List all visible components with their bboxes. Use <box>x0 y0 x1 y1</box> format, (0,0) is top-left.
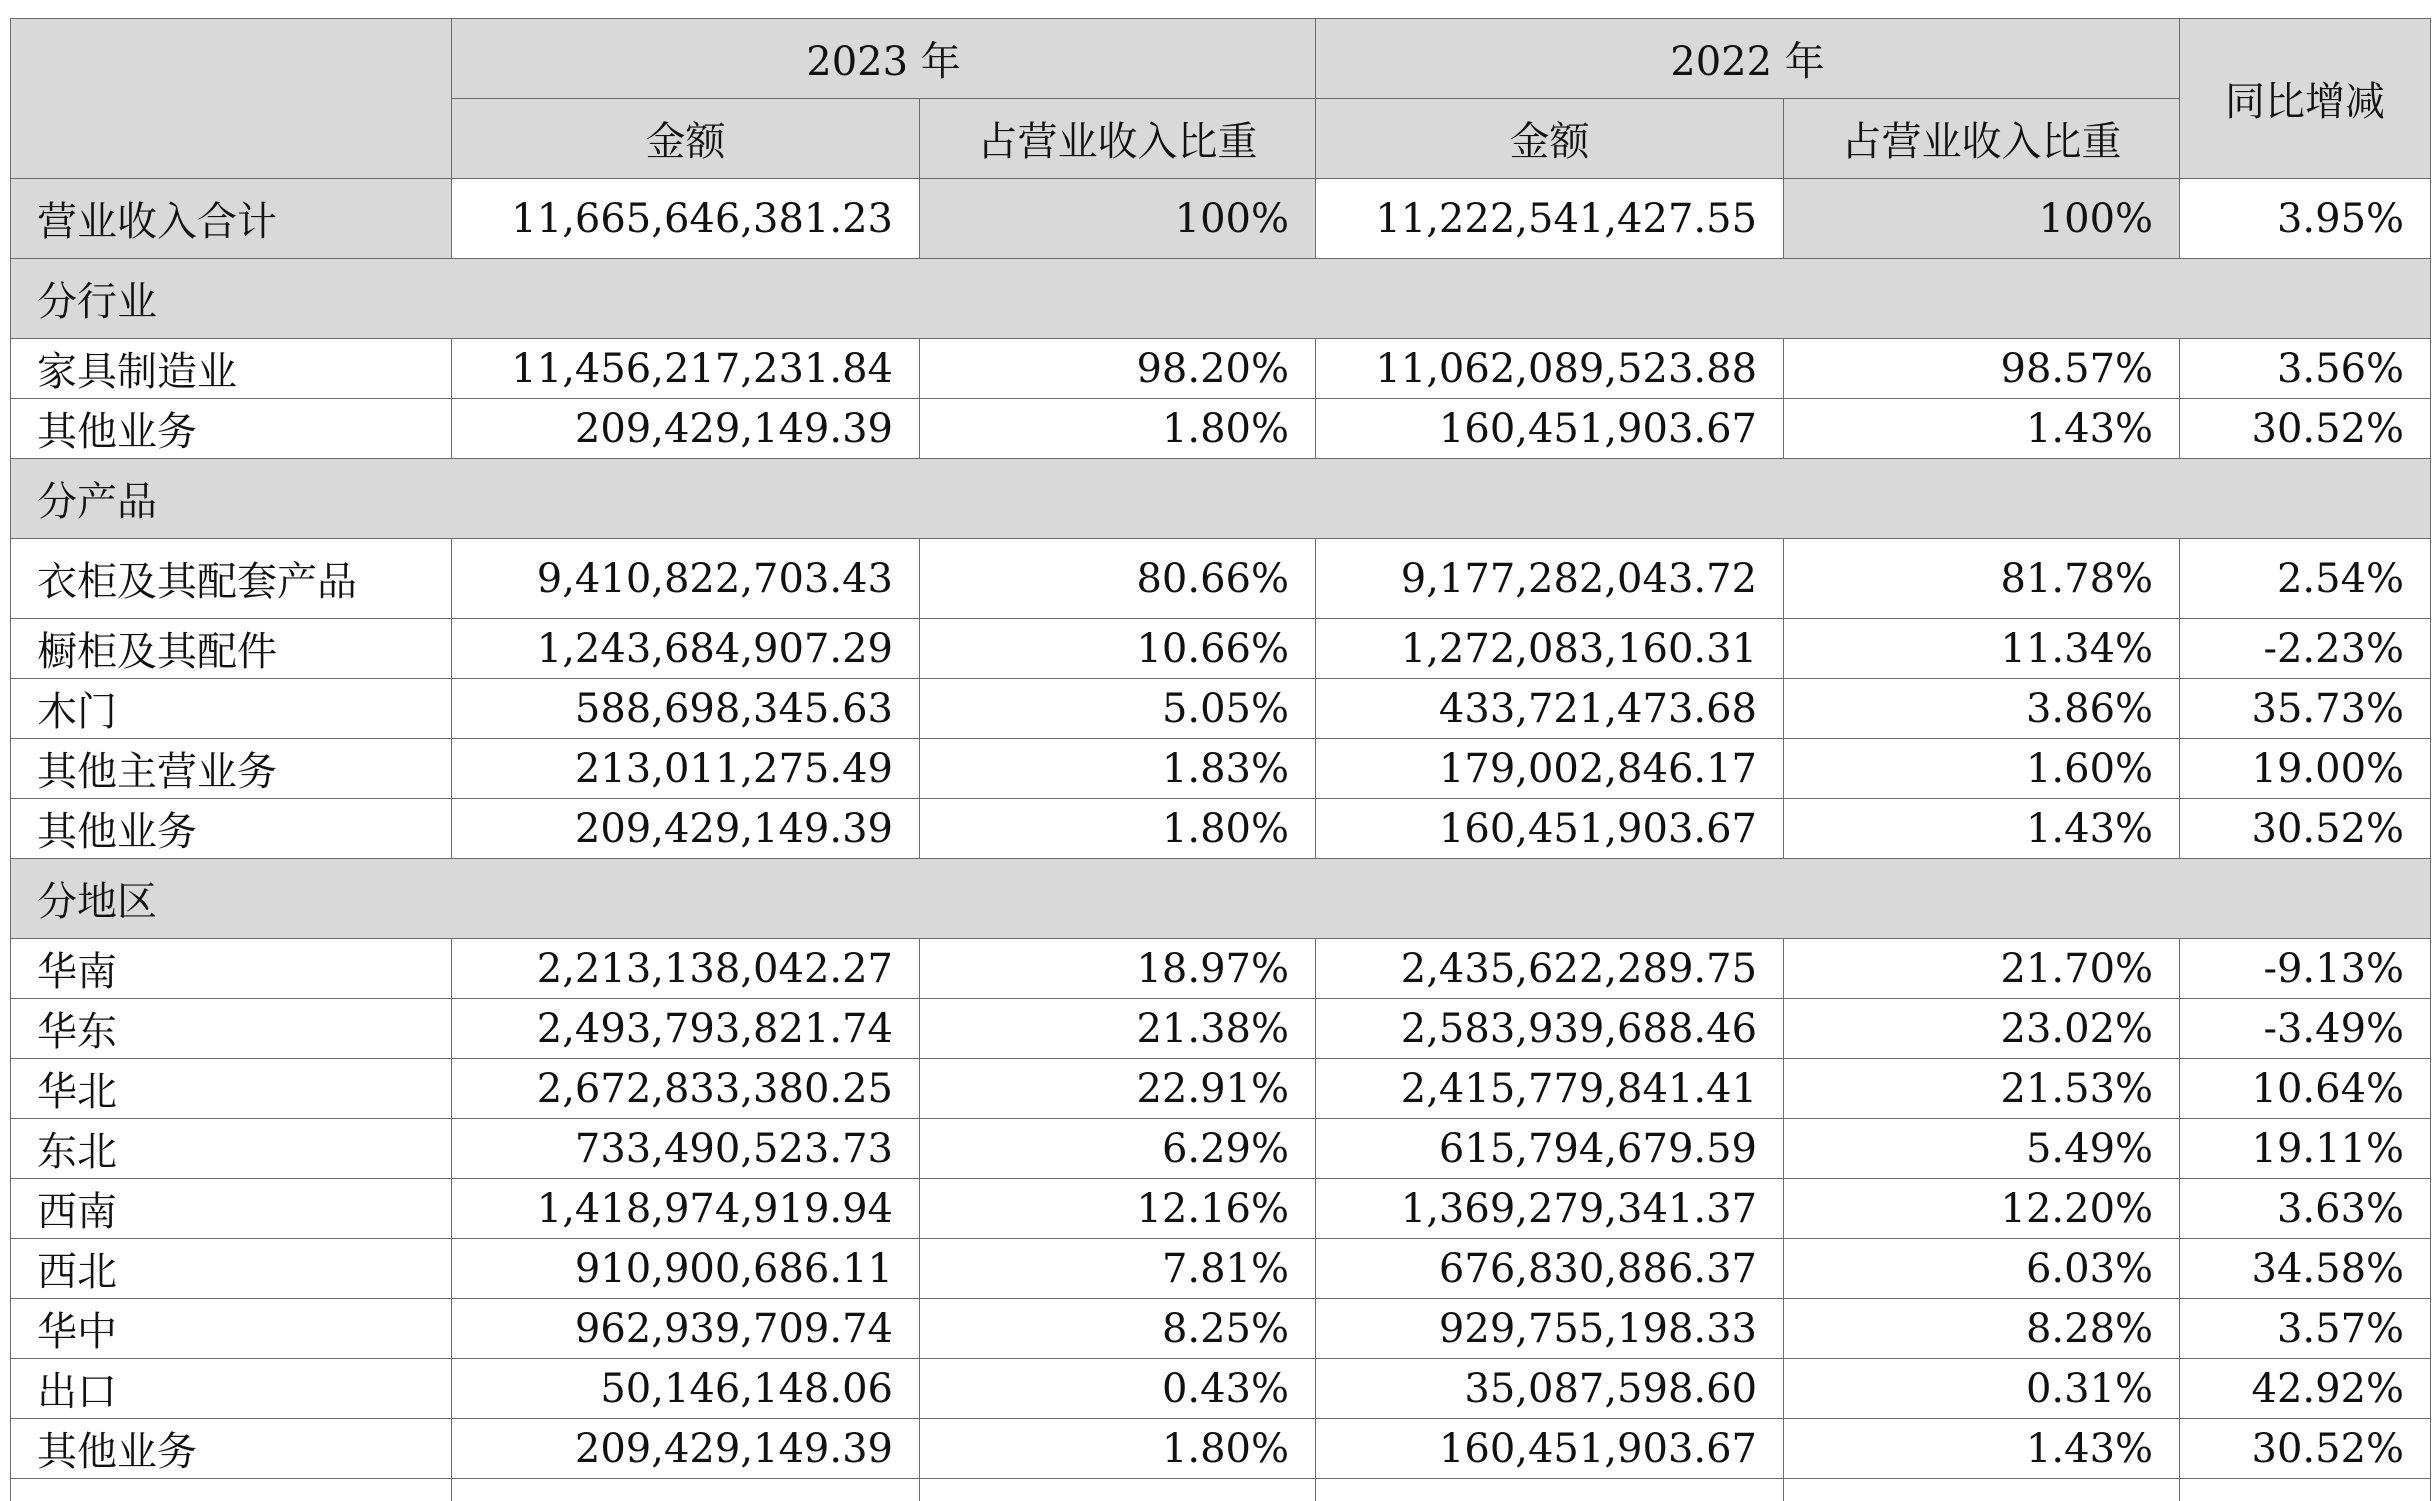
total-ratio-2022: 100% <box>1784 179 2180 259</box>
cell-ratio-2022: 5.49% <box>1784 1119 2180 1179</box>
cell-yoy: -3.49% <box>2180 999 2431 1059</box>
cell-ratio-2022: 1.43% <box>1784 399 2180 459</box>
cell-ratio-2023: 22.91% <box>920 1059 1316 1119</box>
tail-cell <box>1316 1479 1784 1501</box>
row-label: 华北 <box>11 1059 452 1119</box>
row-label: 华中 <box>11 1299 452 1359</box>
cell-ratio-2023: 7.81% <box>920 1239 1316 1299</box>
cell-yoy: 35.73% <box>2180 679 2431 739</box>
cell-ratio-2023: 12.16% <box>920 1179 1316 1239</box>
table-row <box>11 619 2431 679</box>
cell-amount-2022: 433,721,473.68 <box>1316 679 1784 739</box>
cell-amount-2022: 1,369,279,341.37 <box>1316 1179 1784 1239</box>
table-row <box>11 999 2431 1059</box>
cell-yoy: 30.52% <box>2180 399 2431 459</box>
cell-ratio-2022: 0.31% <box>1784 1359 2180 1419</box>
cell-ratio-2023: 8.25% <box>920 1299 1316 1359</box>
row-label: 其他业务 <box>11 1419 452 1479</box>
table-row <box>11 939 2431 999</box>
cell-amount-2023: 209,429,149.39 <box>452 1419 920 1479</box>
cell-ratio-2023: 21.38% <box>920 999 1316 1059</box>
total-row <box>11 179 2431 259</box>
cell-amount-2022: 676,830,886.37 <box>1316 1239 1784 1299</box>
cell-yoy: 30.52% <box>2180 1419 2431 1479</box>
cell-amount-2023: 733,490,523.73 <box>452 1119 920 1179</box>
table-row <box>11 339 2431 399</box>
row-label: 出口 <box>11 1359 452 1419</box>
row-label: 东北 <box>11 1119 452 1179</box>
tail-cell <box>452 1479 920 1501</box>
total-amount-2023: 11,665,646,381.23 <box>452 179 920 259</box>
table-row <box>11 1179 2431 1239</box>
cell-amount-2023: 209,429,149.39 <box>452 399 920 459</box>
table-row <box>11 1299 2431 1359</box>
cell-yoy: 19.11% <box>2180 1119 2431 1179</box>
cell-amount-2022: 9,177,282,043.72 <box>1316 539 1784 619</box>
cell-ratio-2022: 6.03% <box>1784 1239 2180 1299</box>
cell-amount-2022: 2,435,622,289.75 <box>1316 939 1784 999</box>
section-row <box>11 459 2431 539</box>
cell-ratio-2023: 1.80% <box>920 1419 1316 1479</box>
header-corner-cell <box>11 19 452 179</box>
cell-amount-2023: 11,456,217,231.84 <box>452 339 920 399</box>
row-label: 家具制造业 <box>11 339 452 399</box>
cell-amount-2022: 615,794,679.59 <box>1316 1119 1784 1179</box>
cell-amount-2022: 179,002,846.17 <box>1316 739 1784 799</box>
table-row <box>11 1239 2431 1299</box>
row-label: 橱柜及其配件 <box>11 619 452 679</box>
cell-amount-2023: 50,146,148.06 <box>452 1359 920 1419</box>
cell-amount-2022: 2,583,939,688.46 <box>1316 999 1784 1059</box>
tail-cell <box>2180 1479 2431 1501</box>
cell-yoy: 3.57% <box>2180 1299 2431 1359</box>
cell-amount-2022: 160,451,903.67 <box>1316 799 1784 859</box>
cell-ratio-2023: 80.66% <box>920 539 1316 619</box>
cell-ratio-2023: 5.05% <box>920 679 1316 739</box>
row-label: 西南 <box>11 1179 452 1239</box>
cell-ratio-2023: 98.20% <box>920 339 1316 399</box>
table-row <box>11 1059 2431 1119</box>
cell-yoy: 3.63% <box>2180 1179 2431 1239</box>
cell-amount-2022: 35,087,598.60 <box>1316 1359 1784 1419</box>
cell-ratio-2022: 12.20% <box>1784 1179 2180 1239</box>
cell-amount-2023: 213,011,275.49 <box>452 739 920 799</box>
tail-cell <box>1784 1479 2180 1501</box>
total-amount-2022: 11,222,541,427.55 <box>1316 179 1784 259</box>
header-ratio-2023: 占营业收入比重 <box>920 99 1316 179</box>
header-year-2023: 2023 年 <box>452 19 1316 99</box>
cell-amount-2022: 160,451,903.67 <box>1316 399 1784 459</box>
section-title: 分地区 <box>11 859 2431 939</box>
cell-yoy: 42.92% <box>2180 1359 2431 1419</box>
row-label: 华东 <box>11 999 452 1059</box>
cell-amount-2023: 962,939,709.74 <box>452 1299 920 1359</box>
section-row <box>11 859 2431 939</box>
section-title: 分产品 <box>11 459 2431 539</box>
cell-ratio-2022: 23.02% <box>1784 999 2180 1059</box>
row-label: 木门 <box>11 679 452 739</box>
cell-yoy: 2.54% <box>2180 539 2431 619</box>
cell-amount-2023: 588,698,345.63 <box>452 679 920 739</box>
cell-ratio-2023: 1.80% <box>920 799 1316 859</box>
section-title: 分行业 <box>11 259 2431 339</box>
cell-amount-2023: 9,410,822,703.43 <box>452 539 920 619</box>
cell-amount-2023: 209,429,149.39 <box>452 799 920 859</box>
cell-ratio-2023: 0.43% <box>920 1359 1316 1419</box>
row-label: 其他业务 <box>11 399 452 459</box>
header-year-2022: 2022 年 <box>1316 19 2180 99</box>
row-label: 其他主营业务 <box>11 739 452 799</box>
cell-ratio-2023: 6.29% <box>920 1119 1316 1179</box>
cell-yoy: 34.58% <box>2180 1239 2431 1299</box>
cell-ratio-2022: 81.78% <box>1784 539 2180 619</box>
header-ratio-2022: 占营业收入比重 <box>1784 99 2180 179</box>
row-label: 西北 <box>11 1239 452 1299</box>
cell-amount-2023: 910,900,686.11 <box>452 1239 920 1299</box>
cell-yoy: -2.23% <box>2180 619 2431 679</box>
table-row <box>11 1419 2431 1479</box>
cell-ratio-2022: 98.57% <box>1784 339 2180 399</box>
table-row <box>11 679 2431 739</box>
total-yoy: 3.95% <box>2180 179 2431 259</box>
cell-amount-2022: 160,451,903.67 <box>1316 1419 1784 1479</box>
cell-amount-2023: 2,213,138,042.27 <box>452 939 920 999</box>
table-row <box>11 539 2431 619</box>
cell-ratio-2022: 1.43% <box>1784 799 2180 859</box>
revenue-breakdown-table <box>10 18 2431 1501</box>
cell-yoy: 10.64% <box>2180 1059 2431 1119</box>
table-row <box>11 399 2431 459</box>
table-tail-row <box>11 1479 2431 1501</box>
cell-ratio-2022: 21.70% <box>1784 939 2180 999</box>
header-amount-2022: 金额 <box>1316 99 1784 179</box>
cell-amount-2022: 2,415,779,841.41 <box>1316 1059 1784 1119</box>
cell-amount-2023: 1,418,974,919.94 <box>452 1179 920 1239</box>
cell-ratio-2022: 8.28% <box>1784 1299 2180 1359</box>
cell-amount-2022: 1,272,083,160.31 <box>1316 619 1784 679</box>
row-label: 衣柜及其配套产品 <box>11 539 452 619</box>
cell-yoy: 19.00% <box>2180 739 2431 799</box>
section-row <box>11 259 2431 339</box>
cell-yoy: -9.13% <box>2180 939 2431 999</box>
table-row <box>11 799 2431 859</box>
header-row-years <box>11 19 2431 99</box>
cell-amount-2023: 2,493,793,821.74 <box>452 999 920 1059</box>
cell-amount-2022: 11,062,089,523.88 <box>1316 339 1784 399</box>
cell-amount-2023: 2,672,833,380.25 <box>452 1059 920 1119</box>
cell-yoy: 3.56% <box>2180 339 2431 399</box>
table-row <box>11 739 2431 799</box>
cell-ratio-2022: 21.53% <box>1784 1059 2180 1119</box>
total-label: 营业收入合计 <box>11 179 452 259</box>
cell-ratio-2022: 3.86% <box>1784 679 2180 739</box>
header-amount-2023: 金额 <box>452 99 920 179</box>
cell-amount-2022: 929,755,198.33 <box>1316 1299 1784 1359</box>
cell-ratio-2022: 1.60% <box>1784 739 2180 799</box>
cell-ratio-2023: 18.97% <box>920 939 1316 999</box>
cell-ratio-2023: 10.66% <box>920 619 1316 679</box>
total-ratio-2023: 100% <box>920 179 1316 259</box>
row-label: 其他业务 <box>11 799 452 859</box>
tail-cell <box>920 1479 1316 1501</box>
cell-amount-2023: 1,243,684,907.29 <box>452 619 920 679</box>
table-row <box>11 1119 2431 1179</box>
cell-yoy: 30.52% <box>2180 799 2431 859</box>
cell-ratio-2022: 1.43% <box>1784 1419 2180 1479</box>
cell-ratio-2022: 11.34% <box>1784 619 2180 679</box>
tail-cell <box>11 1479 452 1501</box>
header-yoy: 同比增减 <box>2180 19 2431 179</box>
table-row <box>11 1359 2431 1419</box>
cell-ratio-2023: 1.83% <box>920 739 1316 799</box>
row-label: 华南 <box>11 939 452 999</box>
cell-ratio-2023: 1.80% <box>920 399 1316 459</box>
